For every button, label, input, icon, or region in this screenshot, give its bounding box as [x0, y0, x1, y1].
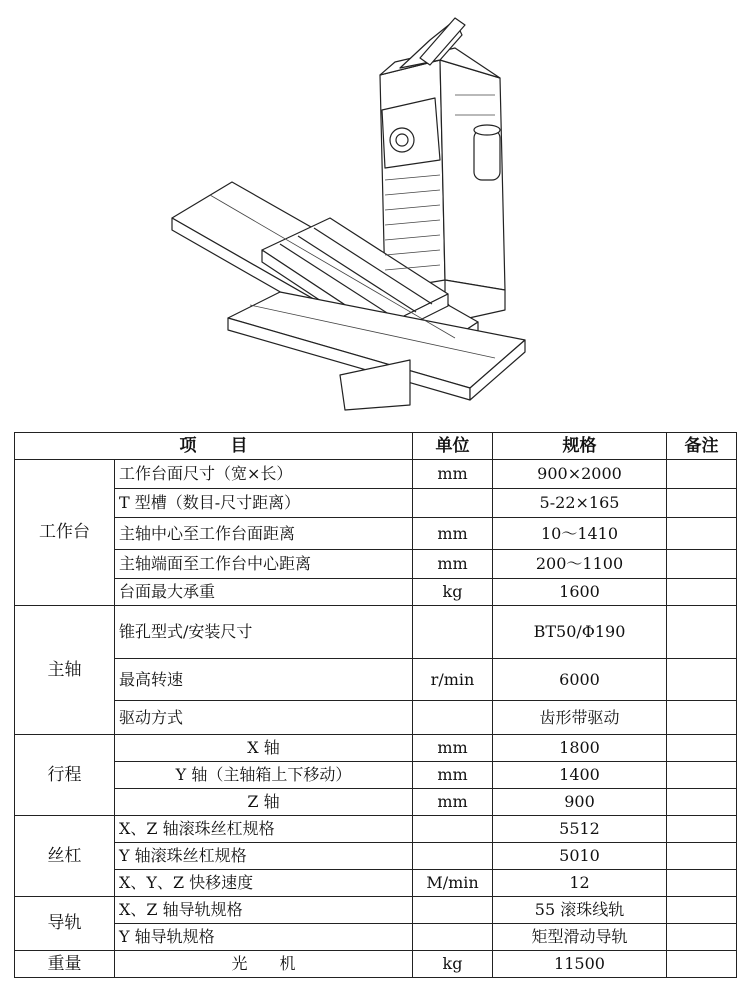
- note-cell: [667, 701, 737, 735]
- spec-cell: 10～1410: [493, 518, 667, 550]
- spec-cell: 5-22×165: [493, 489, 667, 518]
- note-cell: [667, 951, 737, 978]
- unit-cell: mm: [413, 550, 493, 579]
- item-cell: Y 轴滚珠丝杠规格: [115, 843, 413, 870]
- note-cell: [667, 606, 737, 659]
- note-cell: [667, 762, 737, 789]
- header-spec: 规格: [493, 433, 667, 460]
- note-cell: [667, 816, 737, 843]
- spec-cell: 12: [493, 870, 667, 897]
- category-cell: 重量: [15, 951, 115, 978]
- unit-cell: kg: [413, 579, 493, 606]
- note-cell: [667, 550, 737, 579]
- spec-cell: 900: [493, 789, 667, 816]
- unit-cell: mm: [413, 518, 493, 550]
- unit-cell: [413, 489, 493, 518]
- spec-cell: 5512: [493, 816, 667, 843]
- category-cell: 丝杠: [15, 816, 115, 897]
- spec-cell: BT50/Φ190: [493, 606, 667, 659]
- item-cell: 主轴中心至工作台面距离: [115, 518, 413, 550]
- unit-cell: [413, 701, 493, 735]
- spec-cell: 200～1100: [493, 550, 667, 579]
- unit-cell: [413, 897, 493, 924]
- item-cell: 最高转速: [115, 659, 413, 701]
- header-note: 备注: [667, 433, 737, 460]
- table-row: [15, 489, 737, 518]
- table-row: [15, 518, 737, 550]
- table-row: [15, 816, 737, 843]
- spec-cell: 1800: [493, 735, 667, 762]
- table-row: [15, 701, 737, 735]
- table-row: [15, 762, 737, 789]
- table-row: [15, 460, 737, 489]
- unit-cell: mm: [413, 460, 493, 489]
- unit-cell: r/min: [413, 659, 493, 701]
- spec-cell: 6000: [493, 659, 667, 701]
- header-item: 项 目: [15, 433, 413, 460]
- spec-cell: 55 滚珠线轨: [493, 897, 667, 924]
- unit-cell: mm: [413, 789, 493, 816]
- item-cell: 驱动方式: [115, 701, 413, 735]
- item-cell: 工作台面尺寸（宽×长）: [115, 460, 413, 489]
- header-unit: 单位: [413, 433, 493, 460]
- item-cell: X、Z 轴导轨规格: [115, 897, 413, 924]
- spec-cell: 齿形带驱动: [493, 701, 667, 735]
- table-row: [15, 789, 737, 816]
- item-cell: 锥孔型式/安装尺寸: [115, 606, 413, 659]
- note-cell: [667, 897, 737, 924]
- table-row: [15, 924, 737, 951]
- note-cell: [667, 870, 737, 897]
- item-cell: 主轴端面至工作台中心距离: [115, 550, 413, 579]
- note-cell: [667, 659, 737, 701]
- unit-cell: mm: [413, 762, 493, 789]
- note-cell: [667, 460, 737, 489]
- spec-cell: 5010: [493, 843, 667, 870]
- table-header-row: [15, 433, 737, 460]
- unit-cell: [413, 843, 493, 870]
- table-row: [15, 951, 737, 978]
- table-row: [15, 550, 737, 579]
- item-cell: X、Y、Z 快移速度: [115, 870, 413, 897]
- item-cell: Z 轴: [115, 789, 413, 816]
- note-cell: [667, 489, 737, 518]
- table-row: [15, 659, 737, 701]
- note-cell: [667, 924, 737, 951]
- unit-cell: kg: [413, 951, 493, 978]
- unit-cell: mm: [413, 735, 493, 762]
- item-cell: X 轴: [115, 735, 413, 762]
- table-row: [15, 579, 737, 606]
- note-cell: [667, 579, 737, 606]
- table-row: [15, 735, 737, 762]
- note-cell: [667, 735, 737, 762]
- item-cell: Y 轴导轨规格: [115, 924, 413, 951]
- note-cell: [667, 843, 737, 870]
- category-cell: 导轨: [15, 897, 115, 951]
- item-cell: T 型槽（数目-尺寸距离）: [115, 489, 413, 518]
- machine-drawing: [0, 0, 750, 430]
- table-row: [15, 606, 737, 659]
- spec-table: [14, 432, 737, 978]
- item-cell: Y 轴（主轴箱上下移动）: [115, 762, 413, 789]
- spec-cell: 1400: [493, 762, 667, 789]
- table-row: [15, 843, 737, 870]
- item-cell: X、Z 轴滚珠丝杠规格: [115, 816, 413, 843]
- note-cell: [667, 518, 737, 550]
- table-row: [15, 870, 737, 897]
- unit-cell: [413, 606, 493, 659]
- category-cell: 主轴: [15, 606, 115, 735]
- note-cell: [667, 789, 737, 816]
- spec-cell: 矩型滑动导轨: [493, 924, 667, 951]
- item-cell: 台面最大承重: [115, 579, 413, 606]
- spec-cell: 11500: [493, 951, 667, 978]
- unit-cell: [413, 816, 493, 843]
- category-cell: 工作台: [15, 460, 115, 606]
- spec-cell: 900×2000: [493, 460, 667, 489]
- table-row: [15, 897, 737, 924]
- unit-cell: [413, 924, 493, 951]
- category-cell: 行程: [15, 735, 115, 816]
- item-cell: 光 机: [115, 951, 413, 978]
- spec-cell: 1600: [493, 579, 667, 606]
- unit-cell: M/min: [413, 870, 493, 897]
